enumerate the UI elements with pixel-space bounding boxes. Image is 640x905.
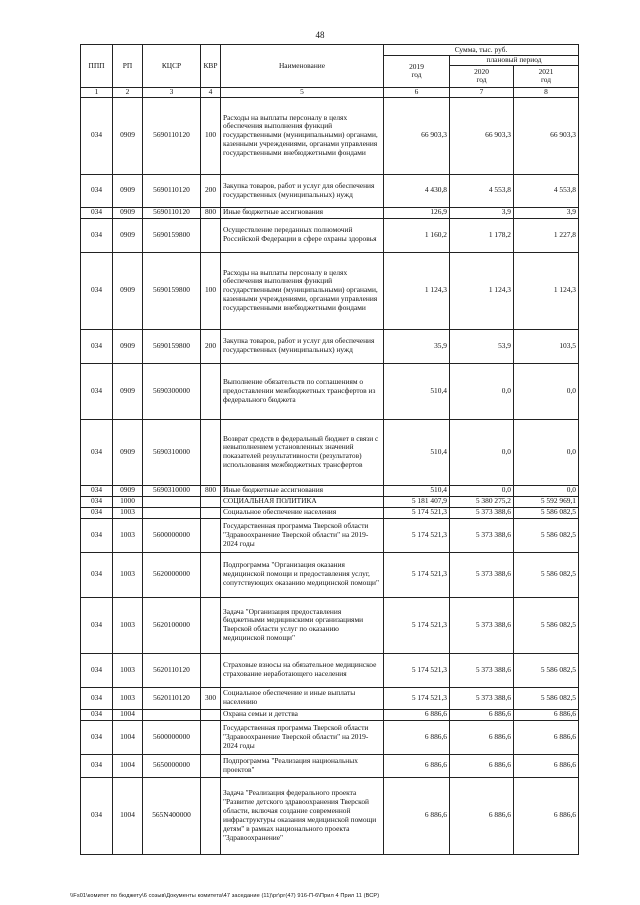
cell-kvr [201, 597, 221, 653]
cell-name: Страховые взносы на обязательное медицинское страхование неработающего населения [221, 653, 384, 687]
cell-2019: 6 886,6 [384, 709, 450, 720]
cell-name: Закупка товаров, работ и услуг для обеспечения государственных (муниципальных) нужд [221, 329, 384, 363]
cell-2020: 6 886,6 [450, 709, 514, 720]
cell-kcsr: 5600000000 [143, 720, 201, 754]
cell-2021: 5 586 082,5 [514, 518, 579, 552]
col-number: 5 [221, 87, 384, 97]
cell-2019: 510,4 [384, 419, 450, 485]
cell-kvr [201, 552, 221, 597]
cell-2019: 4 430,8 [384, 174, 450, 207]
cell-rp: 1003 [113, 597, 143, 653]
cell-ppp: 034 [81, 777, 113, 854]
col-number: 4 [201, 87, 221, 97]
table-row [81, 552, 579, 597]
cell-kcsr: 5690110120 [143, 207, 201, 218]
table-row [81, 218, 579, 252]
cell-kcsr: 5690159800 [143, 218, 201, 252]
cell-2021: 6 886,6 [514, 777, 579, 854]
cell-kcsr: 5690310000 [143, 485, 201, 496]
cell-2019: 1 124,3 [384, 252, 450, 329]
cell-kcsr [143, 709, 201, 720]
col-number: 2 [113, 87, 143, 97]
cell-2019: 5 174 521,3 [384, 687, 450, 709]
cell-name: Расходы на выплаты персоналу в целях обеспечения выполнения функций государственными (муниципальными) органами, казенными учреждениями, органами управления государственными внебюджетными фондами [221, 97, 384, 174]
cell-ppp: 034 [81, 363, 113, 419]
cell-rp: 0909 [113, 252, 143, 329]
cell-kvr [201, 507, 221, 518]
cell-name: Государственная программа Тверской области "Здравоохранение Тверской области" на 2019-2024 годы [221, 720, 384, 754]
cell-kvr: 200 [201, 174, 221, 207]
cell-name: Осуществление переданных полномочий Российской Федерации в сфере охраны здоровья [221, 218, 384, 252]
cell-name: Государственная программа Тверской области "Здравоохранение Тверской области" на 2019-2024 годы [221, 518, 384, 552]
cell-kvr [201, 653, 221, 687]
cell-kcsr: 5620110120 [143, 687, 201, 709]
table-row [81, 329, 579, 363]
cell-2019: 5 174 521,3 [384, 552, 450, 597]
col-header-rp: РП [113, 45, 143, 88]
cell-2021: 4 553,8 [514, 174, 579, 207]
cell-kcsr: 5690159800 [143, 252, 201, 329]
cell-2020: 6 886,6 [450, 777, 514, 854]
cell-ppp: 034 [81, 97, 113, 174]
cell-2021: 6 886,6 [514, 709, 579, 720]
col-number: 7 [450, 87, 514, 97]
cell-2020: 5 373 388,6 [450, 687, 514, 709]
cell-2019: 5 174 521,3 [384, 518, 450, 552]
cell-rp: 0909 [113, 329, 143, 363]
cell-2019: 5 174 521,3 [384, 653, 450, 687]
col-header-kvr: КВР [201, 45, 221, 88]
table-body [81, 97, 579, 854]
cell-ppp: 034 [81, 507, 113, 518]
cell-2020: 0,0 [450, 485, 514, 496]
cell-ppp: 034 [81, 720, 113, 754]
cell-2019: 5 174 521,3 [384, 597, 450, 653]
cell-rp: 0909 [113, 419, 143, 485]
table-row [81, 709, 579, 720]
cell-2021: 5 586 082,5 [514, 653, 579, 687]
table-row [81, 777, 579, 854]
cell-ppp: 034 [81, 597, 113, 653]
cell-name: Иные бюджетные ассигнования [221, 485, 384, 496]
col-number: 1 [81, 87, 113, 97]
cell-ppp: 034 [81, 496, 113, 507]
cell-kvr [201, 419, 221, 485]
cell-kvr [201, 777, 221, 854]
cell-2019: 126,9 [384, 207, 450, 218]
budget-table [80, 44, 579, 855]
cell-rp: 1004 [113, 720, 143, 754]
cell-kcsr: 5690310000 [143, 419, 201, 485]
cell-rp: 1004 [113, 754, 143, 777]
cell-name: Иные бюджетные ассигнования [221, 207, 384, 218]
col-header-sum: Сумма, тыс. руб. [384, 45, 579, 56]
col-number: 6 [384, 87, 450, 97]
cell-kcsr: 565N400000 [143, 777, 201, 854]
cell-rp: 0909 [113, 363, 143, 419]
table-row [81, 507, 579, 518]
col-header-planned: плановый период [450, 56, 579, 66]
table-row [81, 363, 579, 419]
cell-2019: 6 886,6 [384, 777, 450, 854]
cell-2021: 5 586 082,5 [514, 597, 579, 653]
file-path-footer: \\Fs01\комитет по бюджету\6 созыв\Документы комитета\47 заседание (11)\рг\рг(47) 916-П-6\Прил 4 Прил 11 (ВСР) [70, 893, 380, 899]
table-row [81, 597, 579, 653]
cell-2021: 5 592 969,1 [514, 496, 579, 507]
cell-name: Задача "Организация предоставления бюджетными медицинскими организациями Тверской области услуг по оказанию медицинской помощи" [221, 597, 384, 653]
col-header-name: Наименование [221, 45, 384, 88]
page-number: 48 [315, 30, 325, 40]
cell-rp: 1003 [113, 687, 143, 709]
cell-ppp: 034 [81, 174, 113, 207]
cell-2019: 510,4 [384, 363, 450, 419]
cell-kcsr: 5600000000 [143, 518, 201, 552]
table-row [81, 687, 579, 709]
table-row [81, 97, 579, 174]
cell-2021: 5 586 082,5 [514, 507, 579, 518]
cell-name: Охрана семьи и детства [221, 709, 384, 720]
cell-rp: 1003 [113, 653, 143, 687]
table-row [81, 207, 579, 218]
cell-kvr [201, 518, 221, 552]
cell-name: СОЦИАЛЬНАЯ ПОЛИТИКА [221, 496, 384, 507]
cell-2021: 1 227,8 [514, 218, 579, 252]
cell-2021: 0,0 [514, 363, 579, 419]
cell-kcsr [143, 507, 201, 518]
cell-2020: 6 886,6 [450, 754, 514, 777]
cell-kvr: 800 [201, 485, 221, 496]
cell-kvr: 800 [201, 207, 221, 218]
cell-2020: 4 553,8 [450, 174, 514, 207]
cell-ppp: 034 [81, 754, 113, 777]
cell-2019: 6 886,6 [384, 720, 450, 754]
cell-kcsr: 5690110120 [143, 174, 201, 207]
cell-kvr: 200 [201, 329, 221, 363]
cell-2020: 0,0 [450, 419, 514, 485]
cell-2021: 6 886,6 [514, 720, 579, 754]
table-row [81, 653, 579, 687]
cell-kcsr: 5620100000 [143, 597, 201, 653]
cell-ppp: 034 [81, 218, 113, 252]
table-header [81, 45, 579, 98]
cell-rp: 0909 [113, 207, 143, 218]
cell-ppp: 034 [81, 419, 113, 485]
cell-2019: 510,4 [384, 485, 450, 496]
cell-2020: 1 124,3 [450, 252, 514, 329]
table-row [81, 174, 579, 207]
cell-2019: 5 174 521,3 [384, 507, 450, 518]
cell-2019: 35,9 [384, 329, 450, 363]
col-number: 3 [143, 87, 201, 97]
cell-2019: 1 160,2 [384, 218, 450, 252]
cell-ppp: 034 [81, 252, 113, 329]
table-row [81, 419, 579, 485]
cell-2021: 5 586 082,5 [514, 687, 579, 709]
col-header-ppp: ППП [81, 45, 113, 88]
cell-2020: 0,0 [450, 363, 514, 419]
col-header-kcsr: КЦСР [143, 45, 201, 88]
cell-kvr [201, 709, 221, 720]
cell-2021: 66 903,3 [514, 97, 579, 174]
cell-2020: 5 373 388,6 [450, 507, 514, 518]
cell-kvr [201, 720, 221, 754]
cell-2020: 5 373 388,6 [450, 597, 514, 653]
cell-kvr [201, 754, 221, 777]
cell-name: Закупка товаров, работ и услуг для обеспечения государственных (муниципальных) нужд [221, 174, 384, 207]
cell-2020: 5 380 275,2 [450, 496, 514, 507]
cell-2020: 5 373 388,6 [450, 552, 514, 597]
cell-rp: 0909 [113, 485, 143, 496]
cell-name: Задача "Реализация федерального проекта "Развитие детского здравоохранения Тверской области, включая создание современной инфраструктуры оказания медицинской помощи детям" в рамках национального проекта "Здравоохранение" [221, 777, 384, 854]
table-row [81, 518, 579, 552]
cell-2019: 5 181 407,9 [384, 496, 450, 507]
cell-rp: 1003 [113, 552, 143, 597]
cell-2020: 5 373 388,6 [450, 653, 514, 687]
cell-ppp: 034 [81, 518, 113, 552]
col-header-2020: 2020 год [450, 65, 514, 87]
cell-2021: 3,9 [514, 207, 579, 218]
cell-kvr [201, 218, 221, 252]
cell-2020: 53,9 [450, 329, 514, 363]
cell-name: Расходы на выплаты персоналу в целях обеспечения выполнения функций государственными (муниципальными) органами, казенными учреждениями, органами управления государственными внебюджетными фондами [221, 252, 384, 329]
cell-2020: 1 178,2 [450, 218, 514, 252]
col-number: 8 [514, 87, 579, 97]
cell-rp: 0909 [113, 97, 143, 174]
cell-ppp: 034 [81, 485, 113, 496]
cell-kcsr: 5690300000 [143, 363, 201, 419]
cell-ppp: 034 [81, 552, 113, 597]
cell-2020: 3,9 [450, 207, 514, 218]
table-row [81, 496, 579, 507]
cell-kvr [201, 496, 221, 507]
cell-kcsr: 5690159800 [143, 329, 201, 363]
cell-2021: 5 586 082,5 [514, 552, 579, 597]
col-header-2021: 2021 год [514, 65, 579, 87]
cell-2021: 103,5 [514, 329, 579, 363]
cell-2021: 0,0 [514, 419, 579, 485]
cell-2021: 1 124,3 [514, 252, 579, 329]
cell-ppp: 034 [81, 207, 113, 218]
cell-rp: 1004 [113, 709, 143, 720]
cell-ppp: 034 [81, 709, 113, 720]
col-header-2019: 2019 год [384, 56, 450, 88]
cell-ppp: 034 [81, 687, 113, 709]
cell-rp: 1003 [113, 518, 143, 552]
cell-rp: 1004 [113, 777, 143, 854]
cell-2020: 66 903,3 [450, 97, 514, 174]
cell-rp: 1003 [113, 507, 143, 518]
cell-rp: 0909 [113, 218, 143, 252]
cell-2021: 0,0 [514, 485, 579, 496]
cell-name: Возврат средств в федеральный бюджет в связи с невыполнением установленных значений показателей результативности (результатов) использования межбюджетных трансфертов [221, 419, 384, 485]
cell-kcsr: 5620110120 [143, 653, 201, 687]
table-row [81, 754, 579, 777]
cell-name: Социальное обеспечение населения [221, 507, 384, 518]
cell-2019: 6 886,6 [384, 754, 450, 777]
cell-kvr: 100 [201, 97, 221, 174]
cell-2020: 6 886,6 [450, 720, 514, 754]
cell-name: Подпрограмма "Реализация национальных проектов" [221, 754, 384, 777]
table-row [81, 720, 579, 754]
cell-2019: 66 903,3 [384, 97, 450, 174]
cell-kvr: 300 [201, 687, 221, 709]
cell-kvr: 100 [201, 252, 221, 329]
cell-2021: 6 886,6 [514, 754, 579, 777]
cell-2020: 5 373 388,6 [450, 518, 514, 552]
cell-rp: 0909 [113, 174, 143, 207]
cell-name: Подпрограмма "Организация оказания медицинской помощи и предоставления услуг, сопутствующих оказанию медицинской помощи" [221, 552, 384, 597]
cell-kcsr: 5690110120 [143, 97, 201, 174]
table-row [81, 485, 579, 496]
cell-kcsr: 5620000000 [143, 552, 201, 597]
cell-ppp: 034 [81, 653, 113, 687]
cell-kcsr: 5650000000 [143, 754, 201, 777]
cell-ppp: 034 [81, 329, 113, 363]
cell-kvr [201, 363, 221, 419]
cell-name: Социальное обеспечение и иные выплаты населению [221, 687, 384, 709]
cell-name: Выполнение обязательств по соглашениям о предоставлении межбюджетных трансфертов из федерального бюджета [221, 363, 384, 419]
table-row [81, 252, 579, 329]
cell-kcsr [143, 496, 201, 507]
cell-rp: 1000 [113, 496, 143, 507]
